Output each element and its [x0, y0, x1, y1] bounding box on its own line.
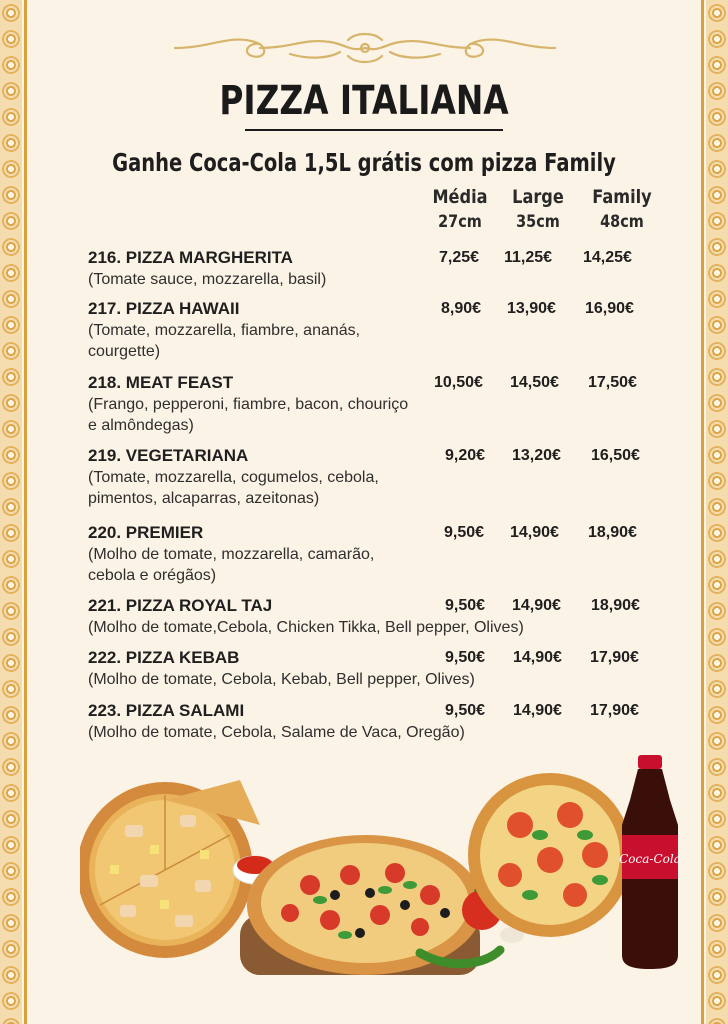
price-large: 13,20€ [512, 447, 561, 464]
price-large: 13,90€ [507, 300, 556, 317]
item-name: 218. MEAT FEAST [88, 373, 234, 392]
price-large: 14,90€ [513, 702, 562, 719]
margherita-pizza-image [240, 835, 483, 975]
left-gold-line [24, 0, 27, 1024]
title-underline [245, 129, 503, 131]
item-description: (Frango, pepperoni, fiambre, bacon, chouriço e almôndegas) [88, 396, 409, 434]
price-family: 16,50€ [591, 447, 640, 464]
pizza-food-illustration [80, 755, 700, 1015]
tomato-basil-pizza-image [468, 773, 632, 937]
menu-item [88, 522, 668, 586]
price-media: 7,25€ [439, 249, 480, 266]
price-media: 8,90€ [441, 300, 482, 317]
right-gold-line [701, 0, 704, 1024]
item-description: (Molho de tomate, Cebola, Kebab, Bell pepper, Olives) [88, 671, 475, 688]
item-description: (Tomate sauce, mozzarella, basil) [88, 271, 327, 288]
size-header-large: Large 35cm [512, 186, 564, 232]
price-family: 17,50€ [588, 374, 637, 391]
right-ornamental-border [706, 0, 728, 1024]
menu-item [88, 700, 668, 743]
price-family: 14,25€ [583, 249, 632, 266]
price-family: 18,90€ [588, 524, 637, 541]
item-name: 217. PIZZA HAWAII [88, 299, 240, 318]
price-media: 9,50€ [445, 649, 486, 666]
gold-flourish-ornament [170, 30, 560, 66]
page-title: PIZZA ITALIANA [219, 78, 509, 124]
price-large: 14,50€ [510, 374, 559, 391]
item-name: 220. PREMIER [88, 523, 204, 542]
menu-item [88, 372, 668, 436]
menu-item [88, 298, 668, 362]
item-name: 219. VEGETARIANA [88, 446, 249, 465]
size-header-family: Family 48cm [592, 186, 652, 232]
price-large: 11,25€ [504, 249, 553, 266]
price-media: 9,20€ [445, 447, 486, 464]
bottle-label-text: Coca-Cola [619, 852, 681, 866]
price-family: 16,90€ [585, 300, 634, 317]
promo-text: Ganhe Coca-Cola 1,5L grátis com pizza Family [112, 148, 616, 177]
menu-item [88, 647, 668, 690]
item-description: (Tomate, mozzarella, fiambre, ananás, courgette) [88, 322, 361, 360]
item-name: 221. PIZZA ROYAL TAJ [88, 596, 273, 615]
price-family: 17,90€ [590, 649, 639, 666]
item-description: (Tomate, mozzarella, cogumelos, cebola, pimentos, alcaparras, azeitonas) [88, 469, 379, 507]
item-description: (Molho de tomate,Cebola, Chicken Tikka, Bell pepper, Olives) [88, 619, 524, 636]
coca-cola-bottle-image [619, 755, 681, 969]
item-description: (Molho de tomate, mozzarella, camarão, cebola e orégãos) [88, 546, 375, 584]
price-media: 9,50€ [445, 597, 486, 614]
price-media: 9,50€ [444, 524, 485, 541]
price-media: 10,50€ [434, 374, 483, 391]
item-description: (Molho de tomate, Cebola, Salame de Vaca, Oregão) [88, 724, 465, 741]
price-family: 18,90€ [591, 597, 640, 614]
left-ornamental-border [0, 0, 22, 1024]
price-large: 14,90€ [512, 597, 561, 614]
price-large: 14,90€ [510, 524, 559, 541]
price-family: 17,90€ [590, 702, 639, 719]
item-name: 216. PIZZA MARGHERITA [88, 248, 293, 267]
item-name: 223. PIZZA SALAMI [88, 701, 245, 720]
menu-item [88, 595, 668, 638]
price-media: 9,50€ [445, 702, 486, 719]
menu-item [88, 445, 668, 509]
menu-item [88, 247, 668, 290]
size-header-media: Média 27cm [432, 186, 488, 232]
item-name: 222. PIZZA KEBAB [88, 648, 240, 667]
price-large: 14,90€ [513, 649, 562, 666]
